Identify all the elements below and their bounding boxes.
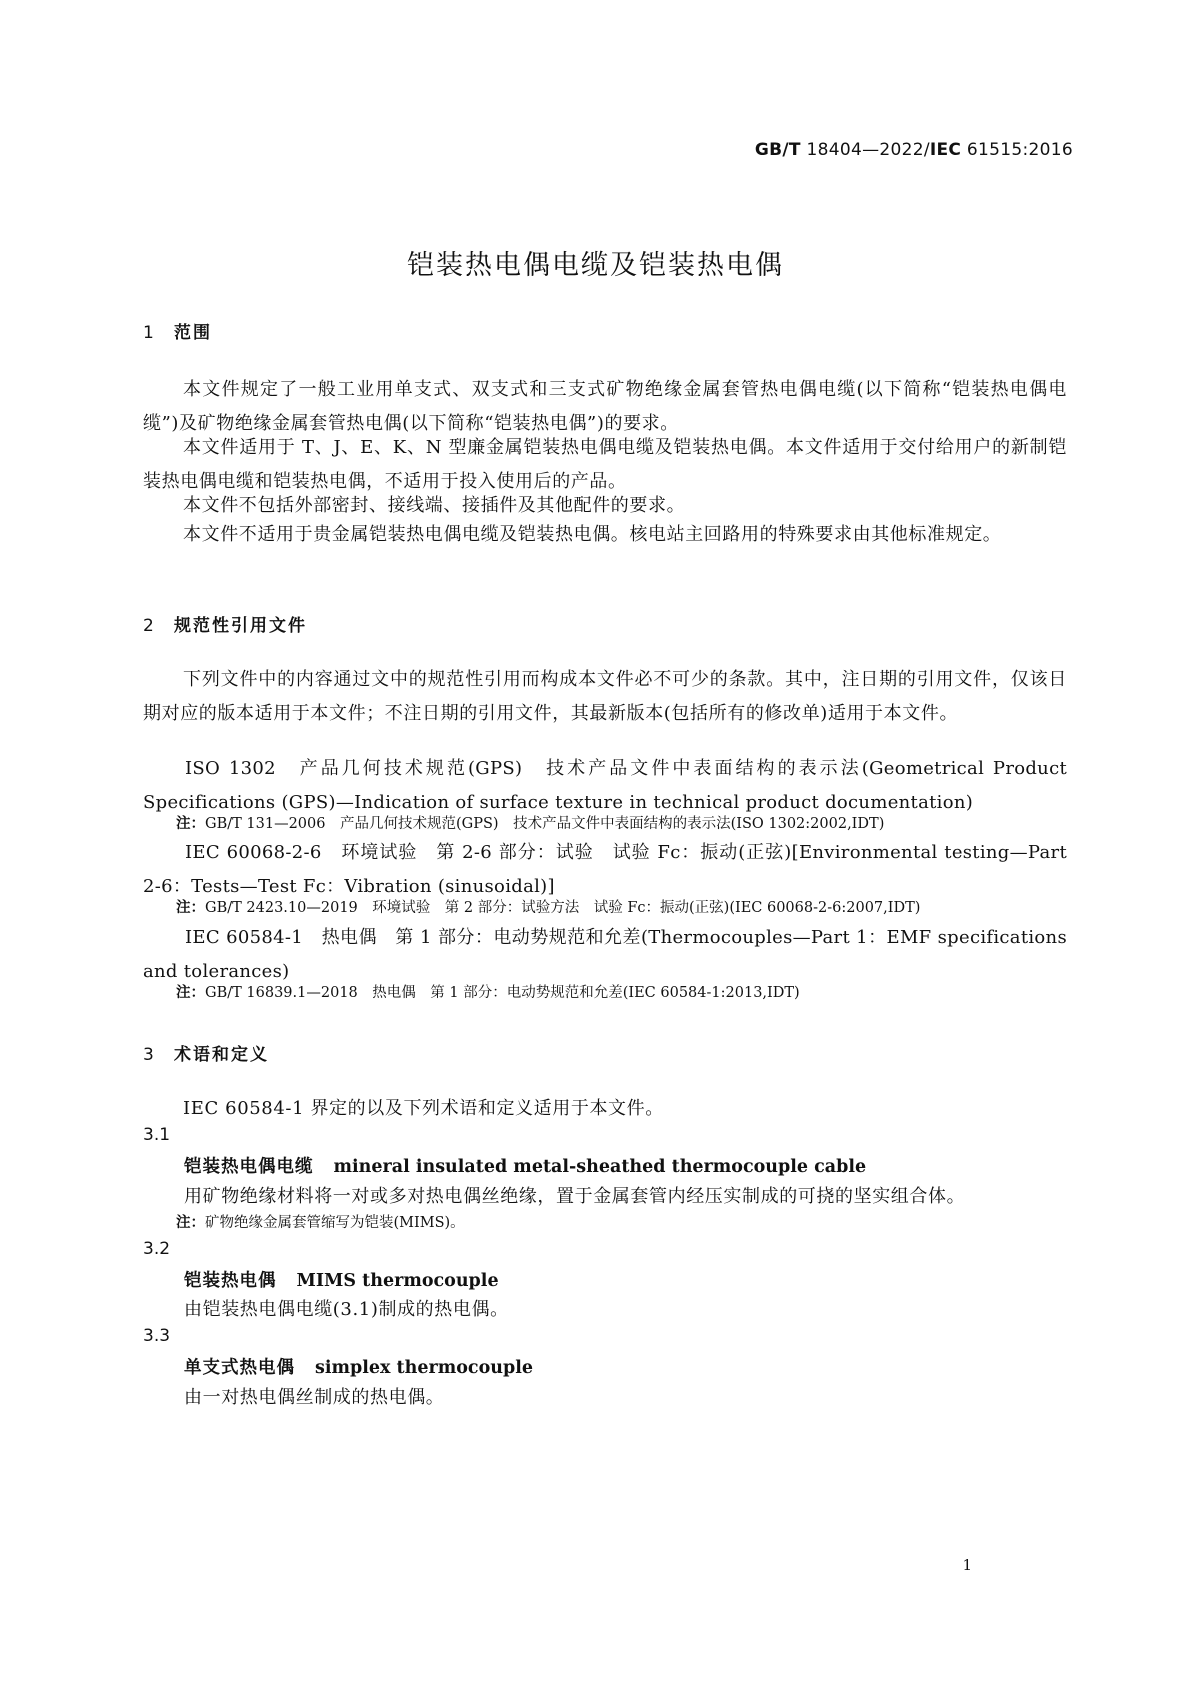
page-number: 1 (962, 1556, 972, 1574)
section-heading-references (143, 611, 307, 636)
section-title: 术语和定义 (174, 1045, 269, 1065)
scope-paragraph-4: 本文件不适用于贵金属铠装热电偶电缆及铠装热电偶。核电站主回路用的特殊要求由其他标准规定。 (183, 524, 1002, 545)
scope-paragraph-1: 本文件规定了一般工业用单支式、双支式和三支式矿物绝缘金属套管热电偶电缆(以下简称“铠装热电偶电缆”)及矿物绝缘金属套管热电偶(以下简称“铠装热电偶”)的要求。 (143, 379, 1067, 434)
reference-note-1 (176, 813, 1076, 835)
term-heading-3-3 (184, 1354, 533, 1379)
term-en: mineral insulated metal-sheathed thermocouple cable (333, 1157, 867, 1177)
section-number: 1 (143, 323, 156, 343)
note-label: 注： (176, 1215, 205, 1231)
term-definition-3-3: 由一对热电偶丝制成的热电偶。 (184, 1387, 445, 1408)
standard-number: 18404—2022/ (800, 140, 930, 160)
note-label: 注： (176, 985, 205, 1001)
terms-intro: IEC 60584-1 界定的以及下列术语和定义适用于本文件。 (183, 1098, 664, 1119)
term-heading-3-2 (184, 1267, 499, 1292)
section-heading-scope (143, 318, 212, 343)
reference-item-3: IEC 60584-1 热电偶 第 1 部分：电动势规范和允差(Thermocouples—Part 1：EMF specifications and tolerances) (143, 927, 1067, 982)
references-intro: 下列文件中的内容通过文中的规范性引用而构成本文件必不可少的条款。其中，注日期的引用文件，仅该日期对应的版本适用于本文件；不注日期的引用文件，其最新版本(包括所有的修改单)适用于本文件。 (143, 669, 1067, 724)
section-heading-terms (143, 1040, 269, 1065)
note-text: GB/T 131—2006 产品几何技术规范(GPS) 技术产品文件中表面结构的表示法(ISO 1302:2002,IDT) (205, 816, 885, 832)
note-text: 矿物绝缘金属套管缩写为铠装(MIMS)。 (205, 1215, 465, 1231)
term-definition-3-1: 用矿物绝缘材料将一对或多对热电偶丝绝缘，置于金属套管内经压实制成的可挠的坚实组合体。 (184, 1186, 966, 1207)
iec-prefix: IEC (929, 140, 962, 160)
reference-note-3 (176, 982, 1076, 1004)
note-text: GB/T 16839.1—2018 热电偶 第 1 部分：电动势规范和允差(IEC 60584-1:2013,IDT) (205, 985, 800, 1001)
section-number: 2 (143, 616, 156, 636)
scope-paragraph-2: 本文件适用于 T、J、E、K、N 型廉金属铠装热电偶电缆及铠装热电偶。本文件适用于交付给用户的新制铠装热电偶电缆和铠装热电偶，不适用于投入使用后的产品。 (143, 437, 1067, 492)
reference-item-2: IEC 60068-2-6 环境试验 第 2-6 部分：试验 试验 Fc：振动(正弦)[Environmental testing—Part 2-6：Tests—Test Fc：Vibration (sinusoidal)] (143, 842, 1067, 897)
section-number: 3 (143, 1045, 156, 1065)
term-zh: 铠装热电偶电缆 (184, 1157, 314, 1177)
iec-number: 61515:2016 (961, 140, 1073, 160)
note-label: 注： (176, 900, 205, 916)
term-heading-3-1 (184, 1153, 866, 1178)
page-header (755, 140, 1073, 160)
term-number-3-2: 3.2 (143, 1239, 171, 1259)
term-en: MIMS thermocouple (296, 1271, 499, 1291)
document-title: 铠装热电偶电缆及铠装热电偶 (407, 250, 784, 281)
scope-paragraph-3: 本文件不包括外部密封、接线端、接插件及其他配件的要求。 (183, 495, 686, 516)
term-zh: 铠装热电偶 (184, 1271, 277, 1291)
term-definition-3-2: 由铠装热电偶电缆(3.1)制成的热电偶。 (184, 1299, 509, 1320)
note-label: 注： (176, 816, 205, 832)
term-en: simplex thermocouple (315, 1358, 533, 1378)
section-title: 规范性引用文件 (174, 616, 307, 636)
term-note-3-1 (176, 1212, 1076, 1234)
standard-prefix: GB/T (754, 140, 801, 160)
reference-note-2 (176, 897, 1076, 919)
term-number-3-3: 3.3 (143, 1326, 171, 1346)
term-zh: 单支式热电偶 (184, 1358, 295, 1378)
note-text: GB/T 2423.10—2019 环境试验 第 2 部分：试验方法 试验 Fc：振动(正弦)(IEC 60068-2-6:2007,IDT) (205, 900, 921, 916)
reference-item-1: ISO 1302 产品几何技术规范(GPS) 技术产品文件中表面结构的表示法(Geometrical Product Specifications (GPS)—Indication of surface texture in technical product documentation) (143, 758, 1067, 813)
term-number-3-1: 3.1 (143, 1125, 171, 1145)
section-title: 范围 (174, 323, 212, 343)
